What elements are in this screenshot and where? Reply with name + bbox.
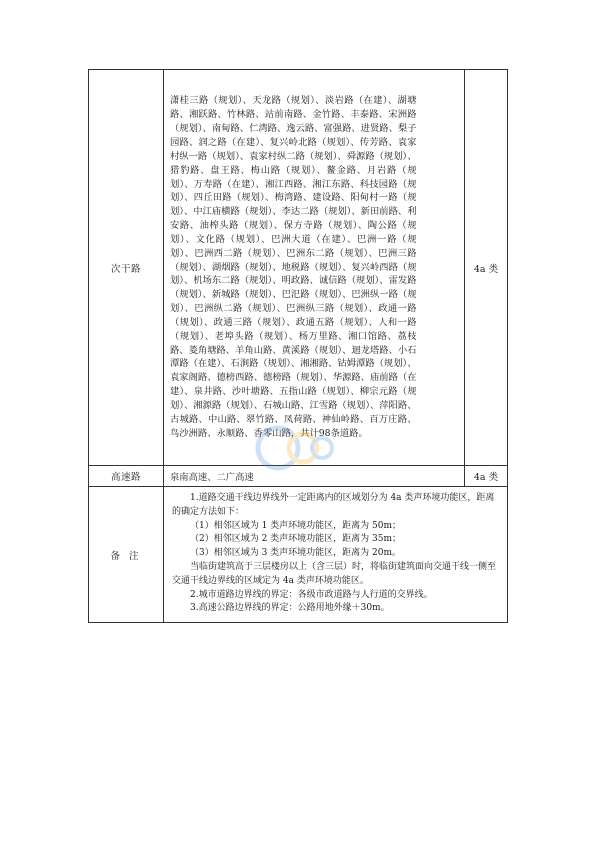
category-secondary-road: 次干路 <box>89 70 164 466</box>
remark-paragraph-1: 1.道路交通干线边界线外一定距离内的区域划分为 4a 类声环境功能区，距离的确定方法如下： <box>172 493 495 517</box>
remark-paragraph-4: 3.高速公路边界线的界定：公路用地外缘＋30m。 <box>190 603 390 614</box>
class-highway: 4a 类 <box>465 466 508 487</box>
table-row-highway <box>89 466 508 487</box>
category-highway: 高速路 <box>89 466 164 487</box>
road-list-secondary: 潇桂三路（规划）、天龙路（规划）、淡岩路（在建）、湖塘路、湘跃路、竹林路、站前南路、金竹路、丰泰路、宋洲路（规划）、南甸路、仁湾路、逸云路、富强路、进贤路、梨子园路、润之路（在建）、复兴岭北路（规划）、传芳路、袁家村纵一路（规划）、袁家村纵二路（规划）、舜源路（规划）、猎豹路、盘王路、梅山路（规划）、鳌金路、月岩路（规划）、万寿路（在建）、湘江西路、湘江东路、科技园路（规划）、四丘田路（规划）、梅湾路、建设路、阳甸村一路（规划）、中江庙横路（规划）、李达二路（规划）、新田前路、利安路、油榨头路（规划）、保方寺路（规划）、陶公路（规划）、文化路（规划）、巴洲大道（在建）、巴洲一路（规划）、巴洲西二路（规划）、巴洲东二路（规划）、巴洲三路（规划）、湖烟路（规划）、地税路（规划）、复兴岭西路（规划）、机场东二路（规划）、明政路、诚信路（规划）、雷发路（规划）、新城路（规划）、巴汜路（规划）、巴洲纵一路（规划）、巴洲纵二路（规划）、巴洲纵三路（规划）、政通一路（规划）、政通三路（规划）、政通五路（规划）、人和一路（规划）、老埠头路（规划）、杨万里路、湘口馆路、荔枝路、菱角塘路、羊角山路、黄溪路（规划）、迴龙塔路、小石潭路（在建）、石涧路（规划）、湘湘路、钴姆潭路（规划）、袁家阁路、德榜西路、德榜路（规划）、华源路、庙前路（在建）、泉井路、沙叶塘路、五指山路（规划）、柳宗元路（规划）、湘源路（规划）、石城山路、江雪路（规划）、萍阳路、古城路、中山路、翠竹路、凤荷路、神仙岭路、百万庄路、鸟沙洲路、永顺路、香零山路，共计98条道路。 <box>164 70 420 466</box>
class-secondary-road: 4a 类 <box>465 70 508 466</box>
remarks-text <box>164 487 508 623</box>
remark-paragraph-3: 2.城市道路边界线的界定：各级市政道路与人行道的交界线。 <box>190 589 433 600</box>
table-row-remarks <box>89 487 508 623</box>
zoning-table <box>88 69 508 623</box>
table-row-secondary-roads <box>89 70 508 466</box>
remark-paragraph-2: 当临街建筑高于三层楼房以上（含三层）时，将临街建筑面向交通干线一侧至交通干线边界线的区域定为 4a 类声环境功能区。 <box>172 561 497 586</box>
category-remarks: 备 注 <box>89 487 164 623</box>
remark-item-2: （2）相邻区域为 2 类声环境功能区，距离为 35m； <box>190 534 402 545</box>
remark-item-3: （3）相邻区域为 3 类声环境功能区，距离为 20m。 <box>190 548 402 559</box>
remark-item-1: （1）相邻区域为 1 类声环境功能区，距离为 50m； <box>190 520 402 531</box>
road-list-highway: 泉南高速、二广高速 <box>164 466 465 487</box>
empty-cell <box>420 70 465 466</box>
